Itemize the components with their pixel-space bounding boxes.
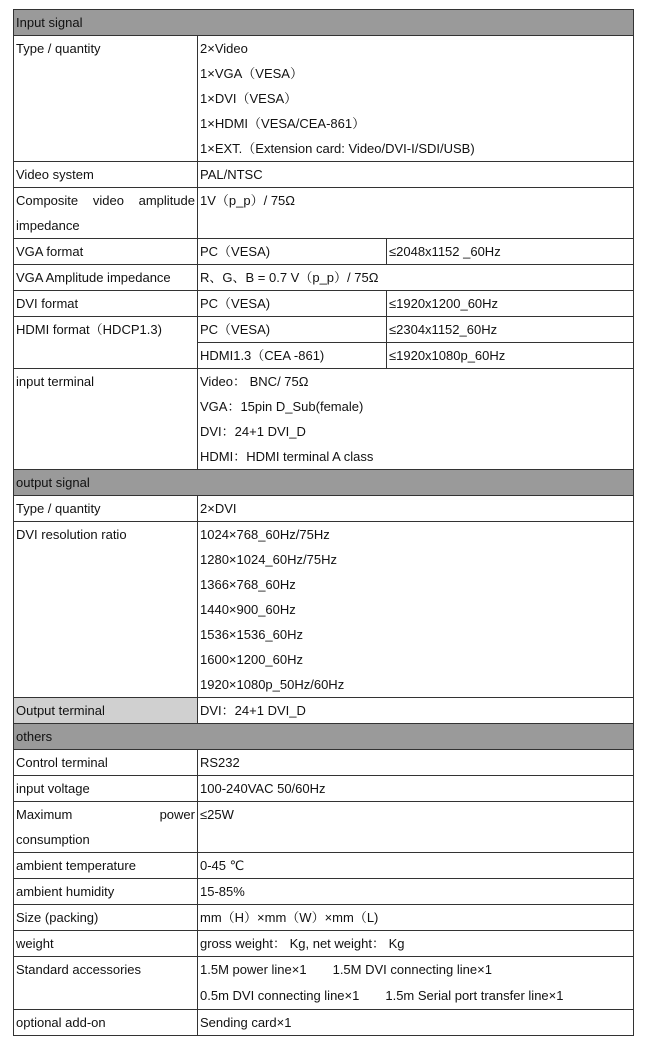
row-composite-video [14, 188, 634, 239]
accessory-item: 1.5M power line×1 [200, 962, 307, 977]
row-label: Output terminal [14, 698, 198, 724]
value-line: 2×Video [200, 41, 248, 56]
label-line [16, 188, 195, 213]
row-optional-add-on [14, 1010, 634, 1036]
row-vga-amplitude [14, 265, 634, 291]
row-label: optional add-on [14, 1010, 198, 1036]
row-size [14, 905, 634, 931]
label-line: impedance [16, 218, 80, 233]
row-value: Sending card×1 [198, 1010, 634, 1036]
section-input-signal [14, 10, 634, 36]
row-value: PC（VESA) [198, 239, 387, 265]
value-line: 1×HDMI（VESA/CEA-861） [200, 116, 366, 131]
row-value: R、G、B = 0.7 V（p_p）/ 75Ω [198, 265, 634, 291]
row-label: Size (packing) [14, 905, 198, 931]
row-input-terminal [14, 369, 634, 470]
row-weight [14, 931, 634, 957]
row-value: DVI：24+1 DVI_D [198, 698, 634, 724]
row-label: input terminal [14, 369, 198, 470]
label-word: Composite [16, 193, 79, 208]
row-label: ambient humidity [14, 879, 198, 905]
row-vga-format [14, 239, 634, 265]
section-title: output signal [14, 470, 634, 496]
label-word: amplitude [138, 193, 195, 208]
value-line: HDMI：HDMI terminal A class [200, 449, 374, 464]
value-line: DVI：24+1 DVI_D [200, 424, 306, 439]
label-word: video [92, 193, 124, 208]
row-value: gross weight： Kg, net weight： Kg [198, 931, 634, 957]
row-label: Video system [14, 162, 198, 188]
row-value: 15-85% [198, 879, 634, 905]
label-line [16, 802, 195, 827]
row-value [198, 957, 634, 1010]
section-title: Input signal [14, 10, 634, 36]
value-line: 1280×1024_60Hz/75Hz [200, 552, 337, 567]
row-label [14, 188, 198, 239]
accessory-item: 1.5m Serial port transfer line×1 [385, 988, 564, 1003]
spec-table [13, 9, 634, 1036]
row-label: weight [14, 931, 198, 957]
value-line: 1920×1080p_50Hz/60Hz [200, 677, 345, 692]
row-dvi-resolution [14, 522, 634, 698]
value-line: 1024×768_60Hz/75Hz [200, 527, 330, 542]
label-line: consumption [16, 832, 90, 847]
row-hdmi-format [14, 317, 634, 343]
row-ambient-humidity [14, 879, 634, 905]
accessory-item: 1.5M DVI connecting line×1 [332, 962, 492, 977]
row-label: Type / quantity [14, 36, 198, 162]
value-line: 1×VGA（VESA） [200, 66, 303, 81]
value-line: 1536×1536_60Hz [200, 627, 304, 642]
row-label: Type / quantity [14, 496, 198, 522]
accessory-line [200, 983, 631, 1009]
section-output-signal [14, 470, 634, 496]
row-label: DVI format [14, 291, 198, 317]
section-others [14, 724, 634, 750]
value-line: Video： BNC/ 75Ω [200, 374, 309, 389]
row-value [198, 369, 634, 470]
row-label: DVI resolution ratio [14, 522, 198, 698]
value-line: 1×DVI（VESA） [200, 91, 298, 106]
row-label: VGA Amplitude impedance [14, 265, 198, 291]
row-label: input voltage [14, 776, 198, 802]
value-line: 1600×1200_60Hz [200, 652, 304, 667]
row-label: HDMI format（HDCP1.3) [14, 317, 198, 369]
value-line: VGA：15pin D_Sub(female) [200, 399, 364, 414]
row-value: HDMI1.3（CEA -861) [198, 343, 387, 369]
row-value: mm（H）×mm（W）×mm（L) [198, 905, 634, 931]
value-line: 1366×768_60Hz [200, 577, 296, 592]
value-line: 1×EXT.（Extension card: Video/DVI-I/SDI/USB) [200, 141, 475, 156]
row-value: PC（VESA) [198, 291, 387, 317]
section-title: others [14, 724, 634, 750]
row-resolution: ≤1920x1080p_60Hz [387, 343, 634, 369]
row-output-type-quantity [14, 496, 634, 522]
row-label: Standard accessories [14, 957, 198, 1010]
row-resolution: ≤1920x1200_60Hz [387, 291, 634, 317]
row-ambient-temperature [14, 853, 634, 879]
row-value: 1V（p_p）/ 75Ω [198, 188, 634, 239]
row-label: ambient temperature [14, 853, 198, 879]
row-video-system [14, 162, 634, 188]
row-value: RS232 [198, 750, 634, 776]
row-value: PC（VESA) [198, 317, 387, 343]
row-value [198, 522, 634, 698]
row-control-terminal [14, 750, 634, 776]
row-label: Control terminal [14, 750, 198, 776]
row-value: ≤25W [198, 802, 634, 853]
accessory-item: 0.5m DVI connecting line×1 [200, 988, 360, 1003]
row-value: 100-240VAC 50/60Hz [198, 776, 634, 802]
value-line: 1440×900_60Hz [200, 602, 296, 617]
row-input-voltage [14, 776, 634, 802]
row-resolution: ≤2304x1152_60Hz [387, 317, 634, 343]
row-resolution: ≤2048x1152 _60Hz [387, 239, 634, 265]
row-standard-accessories [14, 957, 634, 1010]
row-label: VGA format [14, 239, 198, 265]
row-input-type-quantity [14, 36, 634, 162]
row-value: PAL/NTSC [198, 162, 634, 188]
row-dvi-format [14, 291, 634, 317]
label-word: power [159, 807, 195, 822]
accessory-line [200, 957, 631, 983]
row-max-power [14, 802, 634, 853]
row-value [198, 36, 634, 162]
label-word: Maximum [16, 807, 73, 822]
row-value: 0-45 ℃ [198, 853, 634, 879]
row-value: 2×DVI [198, 496, 634, 522]
row-output-terminal [14, 698, 634, 724]
row-label [14, 802, 198, 853]
